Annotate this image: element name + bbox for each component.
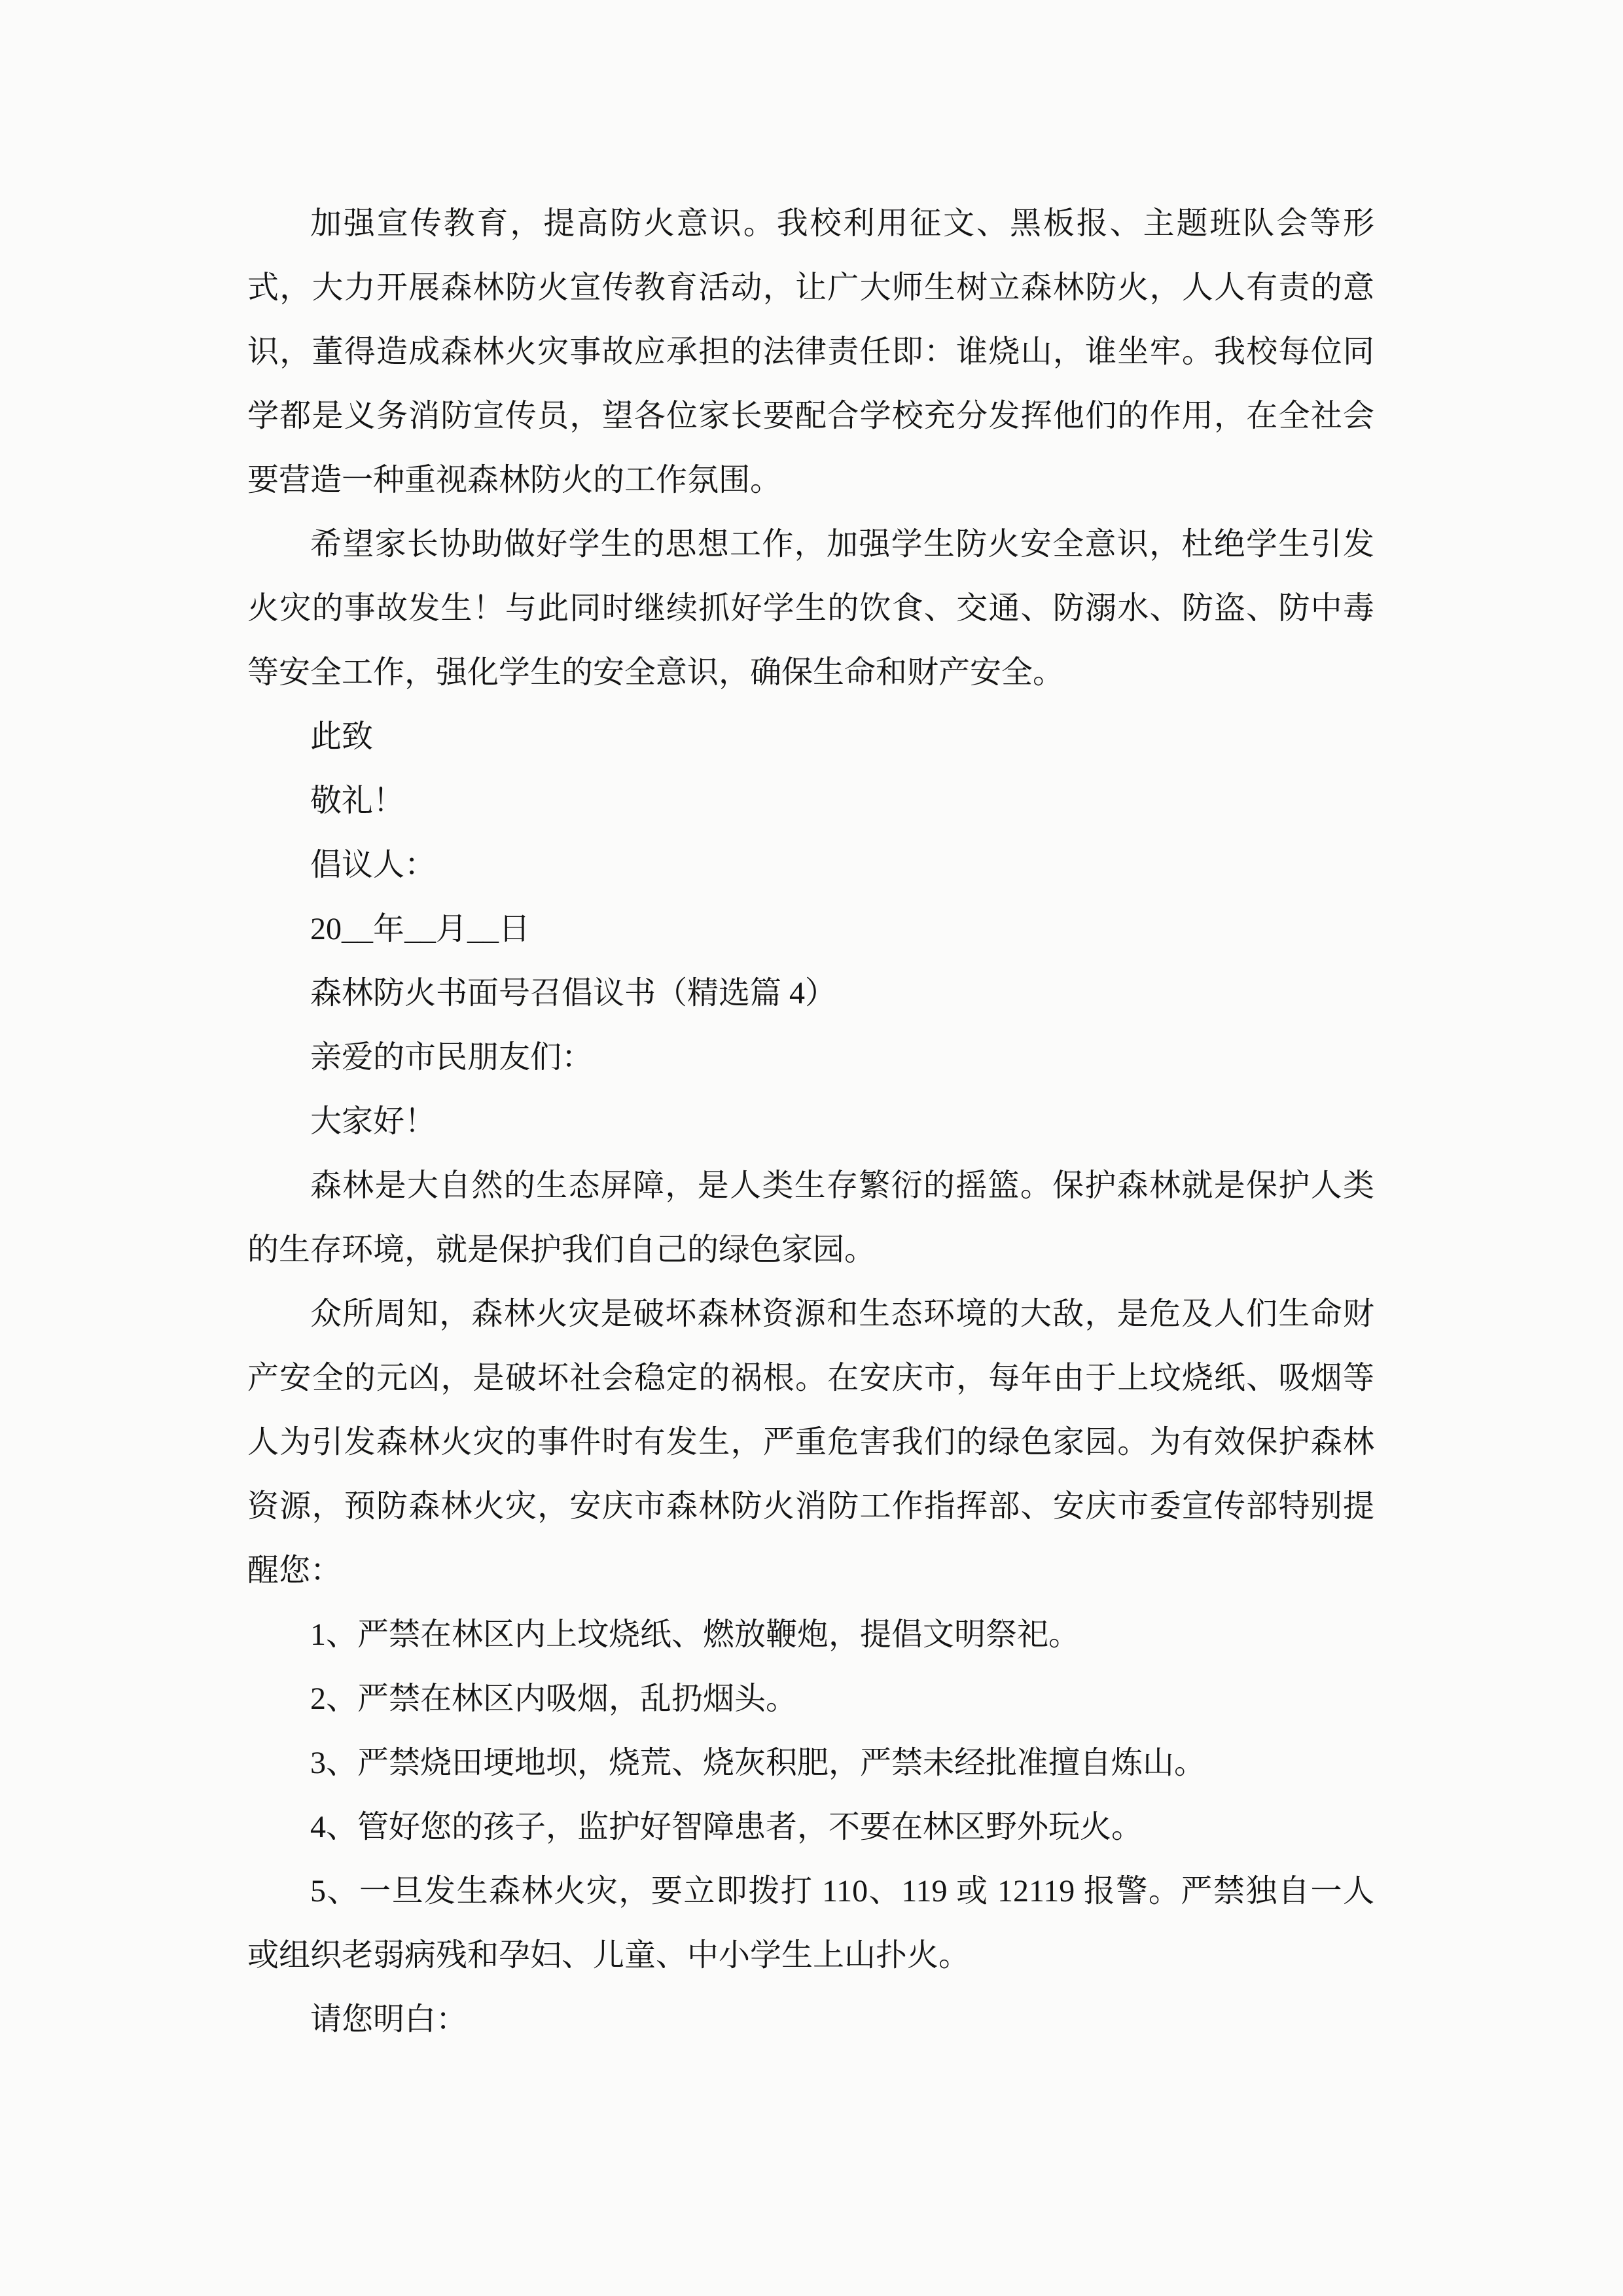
proposer-line: 倡议人：	[310, 848, 437, 882]
list-item-3: 3、严禁烧田埂地坝，烧荒、烧灰积肥，严禁未经批准擅自炼山。	[310, 1746, 1206, 1780]
greeting: 大家好！	[310, 1104, 437, 1139]
date-line: 20__年__月__日	[310, 912, 531, 946]
list-item-2: 2、严禁在林区内吸烟，乱扔烟头。	[310, 1681, 798, 1716]
paragraph: 希望家长协助做好学生的思想工作，加强学生防火安全意识，杜绝学生引发火灾的事故发生！与此同时继续抓好学生的饮食、交通、防溺水、防盗、防中毒等安全工作，强化学生的安全意识，确保生命和财产安全。	[247, 527, 1374, 690]
list-item-1: 1、严禁在林区内上坟烧纸、燃放鞭炮，提倡文明祭祀。	[310, 1617, 1080, 1652]
closing-cizhi: 此致	[310, 719, 374, 754]
closing-salute: 敬礼！	[310, 783, 405, 818]
paragraph: 请您明白：	[310, 2002, 468, 2037]
paragraph: 众所周知，森林火灾是破坏森林资源和生态环境的大敌，是危及人们生命财产安全的元凶，是破坏社会稳定的祸根。在安庆市，每年由于上坟烧纸、吸烟等人为引发森林火灾的事件时有发生，严重危害我们的绿色家园。为有效保护森林资源，预防森林火灾，安庆市森林防火消防工作指挥部、安庆市委宣传部特别提醒您：	[247, 1297, 1374, 1588]
section-heading: 森林防火书面号召倡议书（精选篇 4）	[310, 976, 837, 1011]
salutation: 亲爱的市民朋友们：	[310, 1040, 594, 1075]
document-body	[247, 192, 1374, 2052]
list-item-5: 5、一旦发生森林火灾，要立即拨打 110、119 或 12119 报警。严禁独自一人或组织老弱病残和孕妇、儿童、中小学生上山扑火。	[247, 1874, 1374, 1973]
list-item-4: 4、管好您的孩子，监护好智障患者，不要在林区野外玩火。	[310, 1810, 1143, 1844]
paragraph: 加强宣传教育，提高防火意识。我校利用征文、黑板报、主题班队会等形式，大力开展森林防火宣传教育活动，让广大师生树立森林防火，人人有责的意识，董得造成森林火灾事故应承担的法律责任即：谁烧山，谁坐牢。我校每位同学都是义务消防宣传员，望各位家长要配合学校充分发挥他们的作用，在全社会要营造一种重视森林防火的工作氛围。	[247, 206, 1374, 497]
paragraph: 森林是大自然的生态屏障，是人类生存繁衍的摇篮。保护森林就是保护人类的生存环境，就是保护我们自己的绿色家园。	[247, 1168, 1374, 1267]
